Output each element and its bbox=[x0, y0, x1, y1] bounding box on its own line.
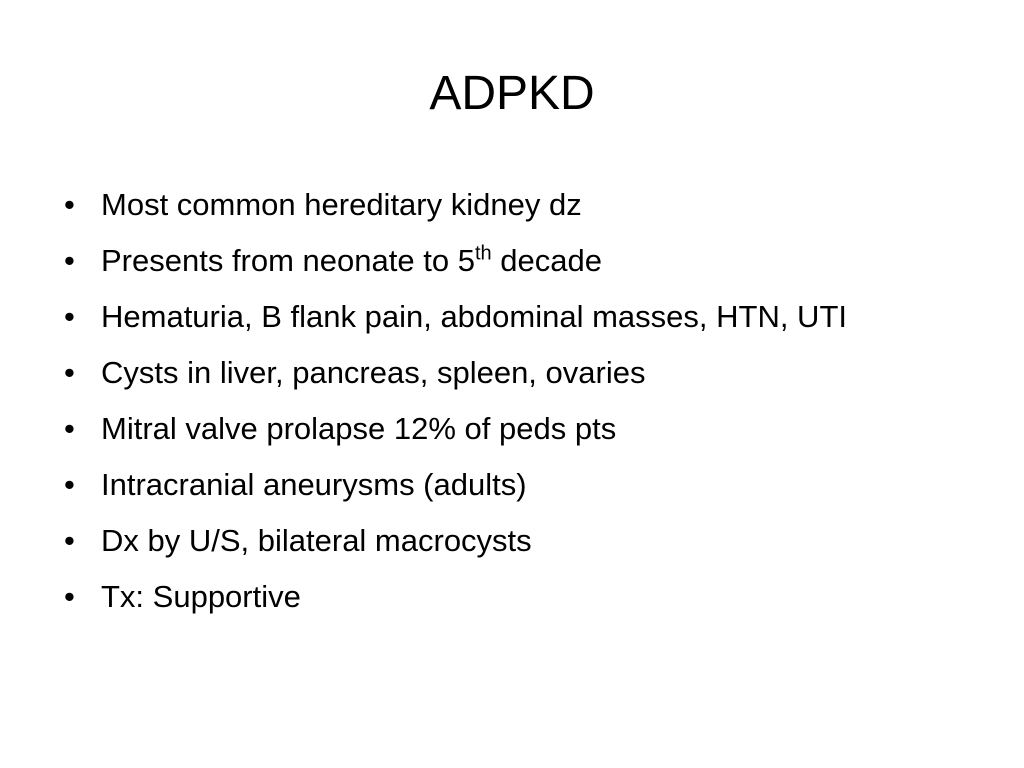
slide-title: ADPKD bbox=[429, 67, 595, 120]
bullet-text: Tx: Supportive bbox=[101, 579, 301, 614]
list-item bbox=[64, 241, 964, 281]
list-item bbox=[64, 297, 964, 337]
list-item bbox=[64, 465, 964, 505]
bullet-text: Hematuria, B flank pain, abdominal masses, HTN, UTI bbox=[101, 299, 847, 334]
bullet-text: Mitral valve prolapse 12% of peds pts bbox=[101, 411, 617, 446]
bullet-text-after: decade bbox=[491, 243, 602, 278]
bullet-list bbox=[64, 185, 964, 633]
bullet-dot: • bbox=[64, 523, 75, 558]
bullet-text: Most common hereditary kidney dz bbox=[101, 187, 582, 222]
bullet-dot: • bbox=[64, 467, 75, 502]
list-item bbox=[64, 577, 964, 617]
bullet-text: Intracranial aneurysms (adults) bbox=[101, 467, 527, 502]
bullet-text bbox=[101, 243, 602, 278]
list-item bbox=[64, 521, 964, 561]
bullet-text-main: Presents from neonate to 5 bbox=[101, 243, 475, 278]
list-item bbox=[64, 353, 964, 393]
list-item bbox=[64, 185, 964, 225]
bullet-dot: • bbox=[64, 579, 75, 614]
bullet-dot: • bbox=[64, 243, 75, 278]
ordinal-suffix: th bbox=[474, 242, 492, 265]
bullet-dot: • bbox=[64, 355, 75, 390]
bullet-text: Cysts in liver, pancreas, spleen, ovaries bbox=[101, 355, 646, 390]
bullet-dot: • bbox=[64, 411, 75, 446]
bullet-dot: • bbox=[64, 299, 75, 334]
list-item bbox=[64, 409, 964, 449]
bullet-text: Dx by U/S, bilateral macrocysts bbox=[101, 523, 532, 558]
bullet-dot: • bbox=[64, 187, 75, 222]
